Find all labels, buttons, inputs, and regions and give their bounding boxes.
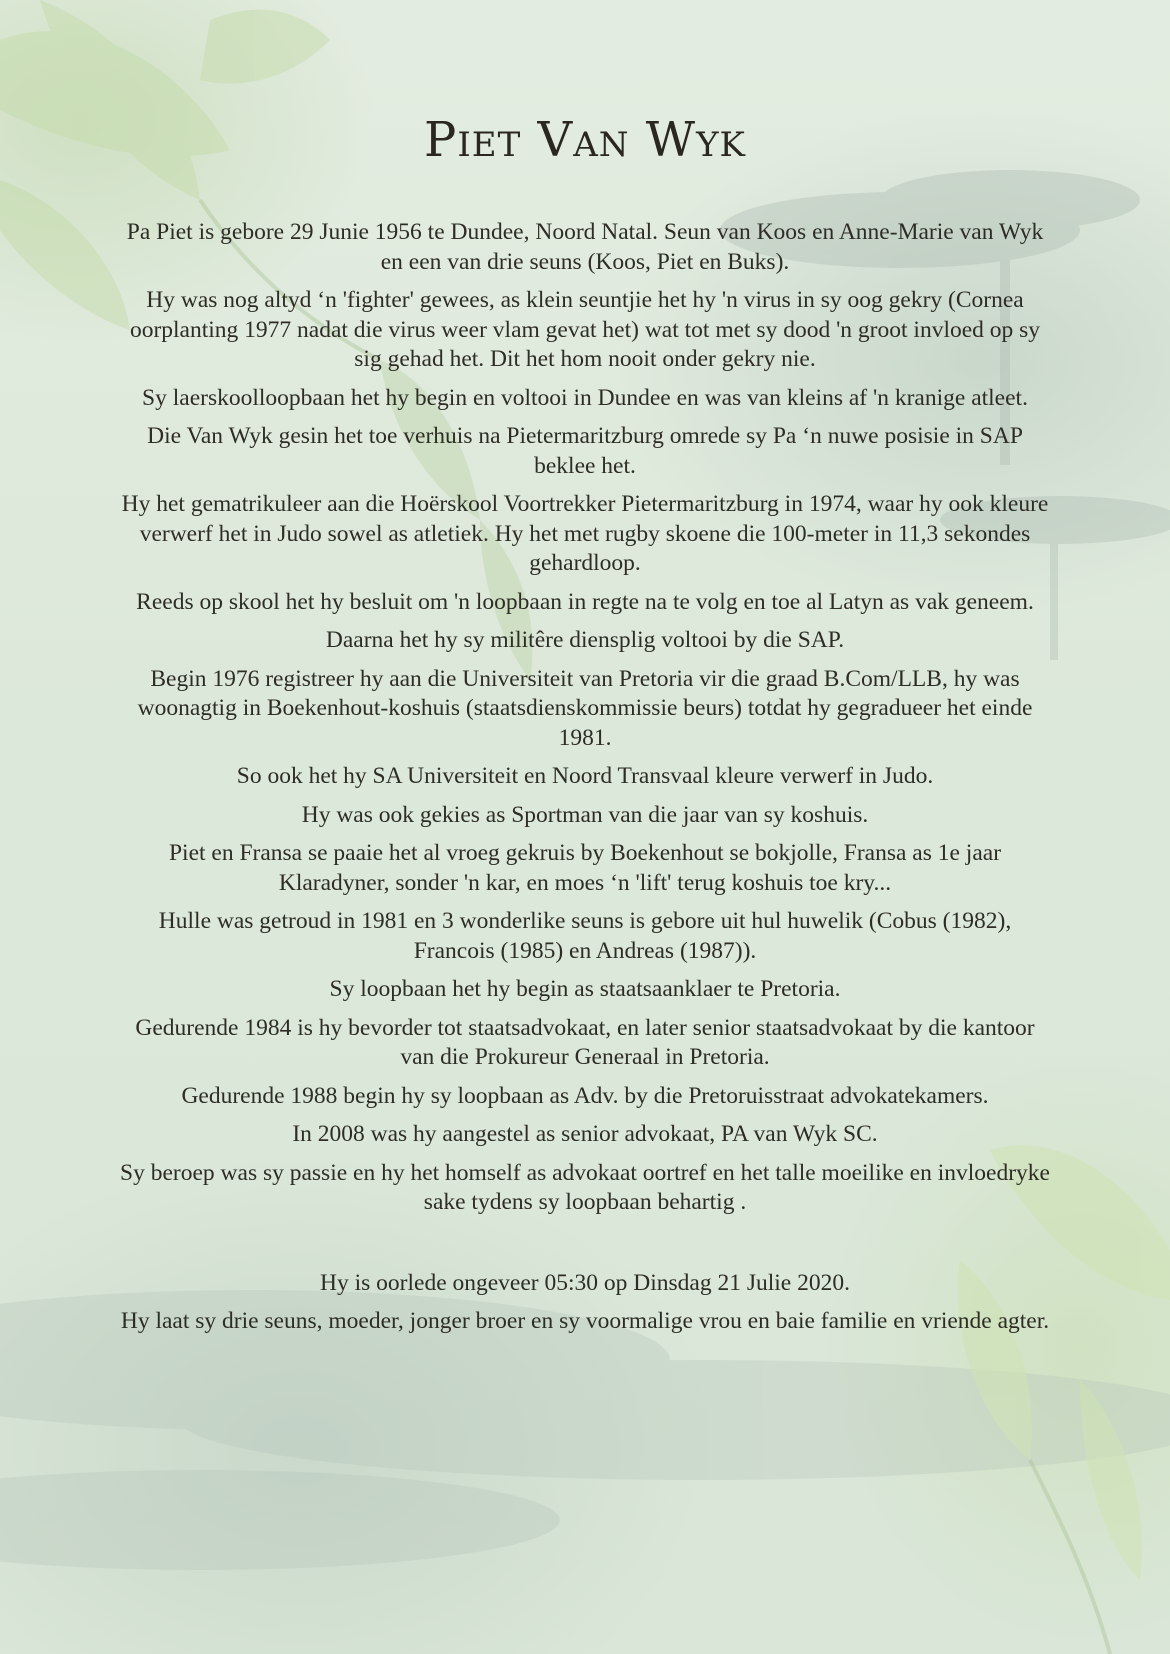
paragraph: Hulle was getroud in 1981 en 3 wonderlike seuns is gebore uit hul huwelik (Cobus (1982), Francois (1985) en Andreas (1987)). xyxy=(158,908,1012,964)
paragraph: Sy loopbaan het hy begin as staatsaanklaer te Pretoria. xyxy=(329,976,841,1002)
memorial-text xyxy=(120,100,1050,1346)
survived-by: Hy laat sy drie seuns, moeder, jonger broer en sy voormalige vrou en baie familie en vriende agter. xyxy=(120,1308,1050,1334)
paragraph: So ook het hy SA Universiteit en Noord Transvaal kleure verwerf in Judo. xyxy=(236,763,934,789)
section-spacer xyxy=(120,1227,1050,1269)
death-notice: Hy is oorlede ongeveer 05:30 op Dinsdag 21 Julie 2020. xyxy=(320,1269,850,1296)
paragraph: Reeds op skool het hy besluit om 'n loopbaan in regte na te volg en toe al Latyn as vak geneem. xyxy=(136,588,1034,615)
paragraph: Begin 1976 registreer hy aan die Universiteit van Pretoria vir die graad B.Com/LLB, hy was woonagtig in Boekenhout-koshuis (staatsdienskommissie beurs) totdat hy gegradueer het einde 1981. xyxy=(137,665,1033,751)
paragraph: Hy het gematrikuleer aan die Hoërskool Voortrekker Pietermaritzburg in 1974, waar hy ook kleure verwerf het in Judo sowel as atletiek. Hy het met rugby skoene die 100-meter in 11,3 sekondes gehardloop. xyxy=(121,491,1049,576)
page-title: Piet Van Wyk xyxy=(424,112,746,168)
paragraph: Daarna het hy sy militêre diensplig voltooi by die SAP. xyxy=(325,627,845,653)
paragraph: Hy was nog altyd ‘n 'fighter' gewees, as klein seuntjie het hy 'n virus in sy oog gekry (Cornea oorplanting 1977 nadat die virus weer vlam gevat het) wat tot met sy dood 'n groot invloed op sy sig gehad het. Dit het hom nooit onder gekry nie. xyxy=(129,287,1041,372)
paragraph: Hy was ook gekies as Sportman van die jaar van sy koshuis. xyxy=(301,801,869,828)
paragraph: Sy laerskoolloopbaan het hy begin en voltooi in Dundee en was van kleins af 'n kranige atleet. xyxy=(142,384,1028,411)
paragraph: Gedurende 1988 begin hy sy loopbaan as Adv. by die Pretoruisstraat advokatekamers. xyxy=(181,1082,989,1109)
paragraph: Piet en Fransa se paaie het al vroeg gekruis by Boekenhout se bokjolle, Fransa as 1e jaar Klaradyner, sonder 'n kar, en moes ‘n 'lift' terug koshuis toe kry... xyxy=(168,840,1002,896)
biography xyxy=(120,218,1050,1218)
paragraph: In 2008 was hy aangestel as senior advokaat, PA van Wyk SC. xyxy=(292,1121,878,1147)
paragraph: Gedurende 1984 is hy bevorder tot staatsadvokaat, en later senior staatsadvokaat by die kantoor van die Prokureur Generaal in Pretoria. xyxy=(135,1014,1035,1070)
closing-notice xyxy=(120,1269,1050,1337)
paragraph: Die Van Wyk gesin het toe verhuis na Pietermaritzburg omrede sy Pa ‘n nuwe posisie in SAP beklee het. xyxy=(147,423,1023,479)
paragraph: Pa Piet is gebore 29 Junie 1956 te Dundee, Noord Natal. Seun van Koos en Anne-Marie van Wyk en een van drie seuns (Koos, Piet en Buks). xyxy=(126,219,1044,275)
paragraph: Sy beroep was sy passie en hy het homself as advokaat oortref en het talle moeilike en invloedryke sake tydens sy loopbaan behartig . xyxy=(120,1159,1050,1215)
